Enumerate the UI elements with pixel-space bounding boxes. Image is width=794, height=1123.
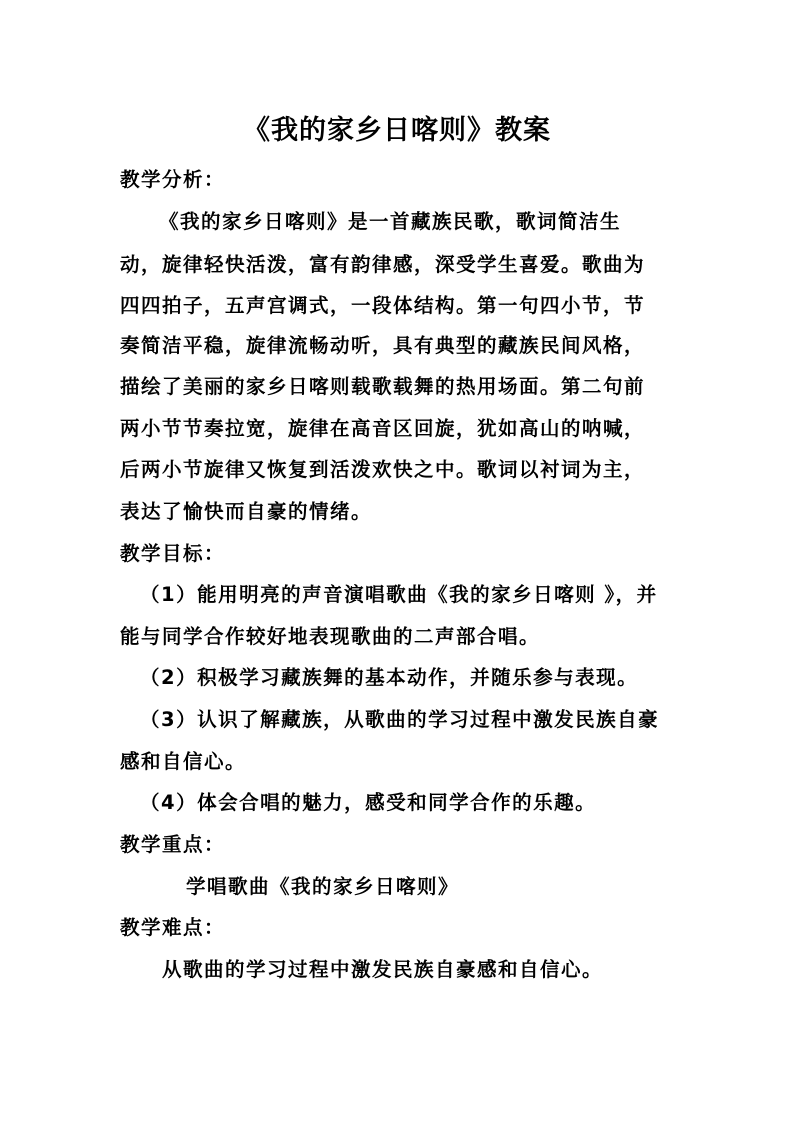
difficulty-line: 从歌曲的学习过程中激发民族自豪感和自信心。	[162, 958, 604, 981]
analysis-line: 动，旋律轻快活泼，富有韵律感，深受学生喜爱。歌曲为	[120, 253, 646, 276]
goal-line: 能与同学合作较好地表现歌曲的二声部合唱。	[120, 625, 541, 648]
analysis-heading: 教学分析：	[120, 168, 226, 191]
analysis-line: 描绘了美丽的家乡日喀则载歌载舞的热用场面。第二句前	[120, 375, 646, 398]
goal-line: （3）认识了解藏族，从歌曲的学习过程中激发民族自豪	[140, 708, 660, 731]
goal-line: （1）能用明亮的声音演唱歌曲《我的家乡日喀则 》，并	[140, 583, 658, 606]
analysis-line: 后两小节旋律又恢复到活泼欢快之中。歌词以衬词为主，	[120, 458, 646, 481]
goals-heading: 教学目标：	[120, 542, 226, 565]
goal-line: （4）体会合唱的魅力，感受和同学合作的乐趣。	[140, 791, 597, 814]
analysis-line: 表达了愉快而自豪的情绪。	[120, 500, 373, 523]
analysis-line: 两小节节奏拉宽，旋律在高音区回旋，犹如高山的呐喊，	[120, 417, 646, 440]
goal-line: （2）积极学习藏族舞的基本动作，并随乐参与表现。	[140, 666, 639, 689]
analysis-line: 《我的家乡日喀则》是一首藏族民歌，歌词简洁生	[159, 210, 622, 233]
analysis-line: 奏简洁平稳，旋律流畅动听，具有典型的藏族民间风格，	[120, 334, 646, 357]
goal-line: 感和自信心。	[120, 750, 247, 773]
key-point-line: 学唱歌曲《我的家乡日喀则》	[186, 875, 460, 898]
analysis-line: 四四拍子，五声宫调式，一段体结构。第一句四小节，节	[120, 294, 646, 317]
difficulties-heading: 教学难点：	[120, 916, 226, 939]
document-title: 《我的家乡日喀则》教案	[243, 115, 551, 146]
key-points-heading: 教学重点：	[120, 833, 226, 856]
